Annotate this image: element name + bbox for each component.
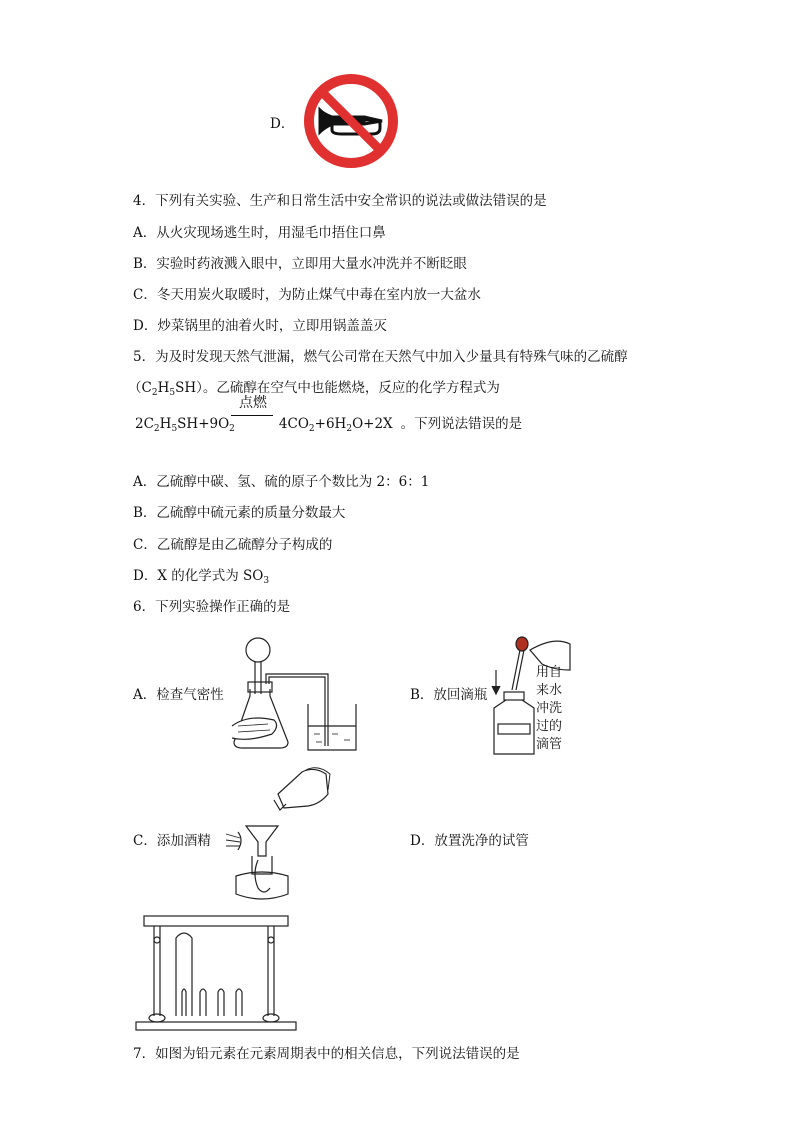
q5-stem-line1: 5．为及时发现天然气泄漏，燃气公司常在天然气中加入少量具有特殊气味的乙硫醇 xyxy=(133,349,628,365)
q5-option-a: A．乙硫醇中碳、氢、硫的原子个数比为 2：6：1 xyxy=(133,474,430,490)
q4-option-c: C．冬天用炭火取暖时，为防止煤气中毒在室内放一大盆水 xyxy=(133,287,481,303)
q5-option-b: B．乙硫醇中硫元素的质量分数最大 xyxy=(133,505,346,521)
no-horn-sign-icon xyxy=(302,70,400,172)
q6-option-c: C．添加酒精 xyxy=(133,833,211,849)
reaction-condition: 点燃 xyxy=(239,395,267,411)
q4-stem: 4．下列有关实验、生产和日常生活中安全常识的说法或做法错误的是 xyxy=(133,193,547,209)
dropper-label: 用自 来水 冲洗 过的 滴管 xyxy=(536,665,563,752)
q4-option-b: B．实验时药液溅入眼中，立即用大量水冲洗并不断眨眼 xyxy=(133,256,467,272)
q6-option-b: B．放回滴瓶 xyxy=(410,687,488,703)
q6-option-d: D．放置洗净的试管 xyxy=(410,833,529,849)
q5-stem-line2: $(C_2H_5SH)$。乙硫醇在空气中也能燃烧，反应的化学方程式为 xyxy=(128,380,500,398)
q5-chemical-equation: $2C_2H_5SH+9O_2$ $4CO_2+6H_2O+2X$ 。下列说法错误的是 点燃 xyxy=(135,412,522,434)
q5-option-d: D．X 的化学式为 $SO_3$ xyxy=(133,568,270,586)
q6-stem: 6．下列实验操作正确的是 xyxy=(133,599,291,615)
airtightness-check-apparatus xyxy=(228,634,378,752)
q3-option-d-label: D． xyxy=(270,116,295,132)
q6-option-a: A．检查气密性 xyxy=(133,687,224,703)
q5-option-c: C．乙硫醇是由乙硫醇分子构成的 xyxy=(133,537,333,553)
reaction-arrow xyxy=(231,415,273,416)
q4-option-a: A．从火灾现场逃生时，用湿毛巾捂住口鼻 xyxy=(133,225,386,241)
q7-stem: 7．如图为铅元素在元素周期表中的相关信息，下列说法错误的是 xyxy=(133,1046,520,1062)
q4-option-d: D．炒菜锅里的油着火时，立即用锅盖盖灭 xyxy=(133,318,387,334)
test-tube-rack-figure xyxy=(134,912,298,1034)
alcohol-lamp-refill-apparatus xyxy=(222,764,334,912)
q5-equation-tail: 。下列说法错误的是 xyxy=(400,416,523,432)
